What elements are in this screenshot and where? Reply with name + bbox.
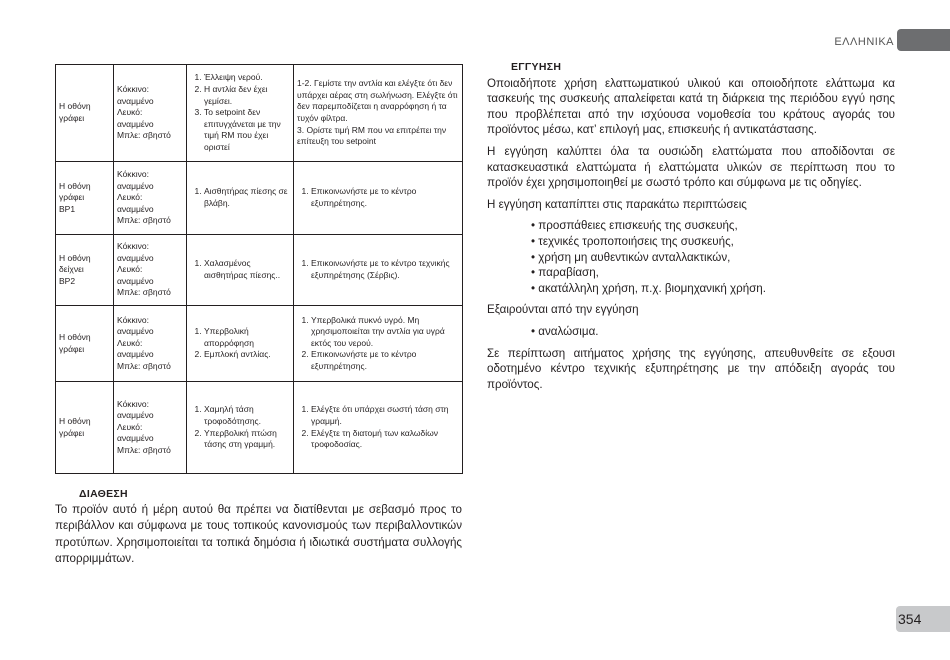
solution-item: 3. Ορίστε τιμή RM που να επιτρέπει την επίτευξη του setpoint <box>297 124 447 147</box>
page-number: 354 <box>898 611 922 627</box>
cause-item: 1. Έλλειψη νερού. <box>204 72 290 84</box>
solution-item: 1-2. Γεμίστε την αντλία και ελέγξτε ότι δεν υπάρχει αέρας στη σωλήνωση. Ελέγξτε ότι δεν παρεμποδίζεται η αναρρόφηση ή τα τυχόν φίλτρα. <box>297 78 458 123</box>
warranty-paragraph: Η εγγύηση καταπίπτει στις παρακάτω περιπτώσεις <box>487 197 747 211</box>
cause-item: 1. Υπερβολική απορρόφηση <box>204 326 290 349</box>
causes-cell <box>187 162 294 235</box>
list-item: • χρήση μη αυθεντικών ανταλλακτικών, <box>531 250 731 264</box>
troubleshooting-table <box>55 64 463 474</box>
solution-item: 1. Ελέγξτε ότι υπάρχει σωστή τάση στη γραμμή. <box>311 404 459 427</box>
lights-cell: Κόκκινο: αναμμένο Λευκό: αναμμένο Μπλε: σβηστό <box>114 235 187 306</box>
warranty-excluded-list <box>487 324 895 340</box>
solutions-cell <box>294 382 463 474</box>
table-row <box>56 382 463 474</box>
causes-cell <box>187 235 294 306</box>
list-item: • τεχνικές τροποποιήσεις της συσκευής, <box>531 234 734 248</box>
warranty-void-list <box>487 218 895 296</box>
display-cell: Η οθόνη γράφει <box>56 382 114 474</box>
table-row <box>56 235 463 306</box>
lights-cell: Κόκκινο: αναμμένο Λευκό: αναμμένο Μπλε: σβηστό <box>114 162 187 235</box>
cause-item: 1. Χαμηλή τάση τροφοδότησης. <box>204 404 290 427</box>
cause-item: 2. Εμπλοκή αντλίας. <box>204 349 290 361</box>
language-label: ΕΛΛΗΝΙΚΑ <box>834 36 894 48</box>
solutions-cell <box>294 162 463 235</box>
list-item: • προσπάθειες επισκευής της συσκευής, <box>531 219 738 233</box>
language-tab-marker <box>897 29 950 51</box>
cause-item: 1. Αισθητήρας πίεσης σε βλάβη. <box>204 186 290 209</box>
disposal-text: Το προϊόν αυτό ή μέρη αυτού θα πρέπει να διατίθενται με σεβασμό προς το περιβάλλον και σύμφωνα με τους τοπικούς κανονισμούς των περιβαλλοντικών προτύπων. Χρησιμοποιείται τα τοπικά δημόσια ή ιδιωτικά συστήματα συλλογής απορριμμάτων. <box>55 503 462 565</box>
cause-item: 2. Υπερβολική πτώση τάσης στη γραμμή. <box>204 428 290 451</box>
display-cell: Η οθόνη γράφει <box>56 65 114 162</box>
warranty-paragraph: Εξαιρούνται από την εγγύηση <box>487 303 639 317</box>
table-row <box>56 162 463 235</box>
table-row <box>56 306 463 382</box>
warranty-paragraph: Οποιαδήποτε χρήση ελαττωματικού υλικού και οποιοδήποτε ελάττωμα κα τασκευής της συσκευής απαλείφεται κατά τη διάρκεια της περιόδου εγγύ ησης που προβλέπεται από την ισχύουσα νομοθεσία του κράτους αγοράς του προϊόντος μέσω, κατ’ επιλογή μας, επισκευής ή αντικατάστασης. <box>487 76 895 137</box>
warranty-paragraph: Η εγγύηση καλύπτει όλα τα ουσιώδη ελαττώματα που αποδίδονται σε κατασκευαστικά ελαττώματα ή ελαττώματα υλικών σε περίπτωση που το προϊόν έχει χρησιμοποιηθεί με σωστό τρόπο και σύμφωνα με τις οδηγίες. <box>487 144 895 190</box>
cause-item: 1. Χαλασμένος αισθητήρας πίεσης.. <box>204 258 290 281</box>
display-cell: Η οθόνη γράφει <box>56 306 114 382</box>
list-item: • ακατάλληλη χρήση, π.χ. βιομηχανική χρήση. <box>531 281 766 295</box>
solutions-cell <box>294 235 463 306</box>
warranty-heading: ΕΓΓΥΗΣΗ <box>511 61 562 73</box>
causes-cell <box>187 382 294 474</box>
solution-item: 2. Ελέγξτε τη διατομή των καλωδίων τροφοδοσίας. <box>311 428 459 451</box>
disposal-section <box>55 486 462 567</box>
list-item: • αναλώσιμα. <box>531 324 599 338</box>
solution-item: 1. Επικοινωνήστε με το κέντρο τεχνικής εξυπηρέτησης (Σέρβις). <box>311 258 459 281</box>
solution-item: 1. Υπερβολικά πυκνό υγρό. Μη χρησιμοποιείται την αντλία για υγρά εκτός του νερού. <box>311 315 459 350</box>
solution-item: 2. Επικοινωνήστε με το κέντρο εξυπηρέτησης. <box>311 349 459 372</box>
list-item: • παραβίαση, <box>531 266 599 280</box>
causes-cell <box>187 306 294 382</box>
table-row <box>56 65 463 162</box>
solution-item: 1. Επικοινωνήστε με το κέντρο εξυπηρέτησης. <box>311 186 459 209</box>
lights-cell: Κόκκινο: αναμμένο Λευκό: αναμμένο Μπλε: σβηστό <box>114 65 187 162</box>
cause-item: 3. Το setpoint δεν επιτυγχάνεται με την τιμή RM που έχει οριστεί <box>204 107 290 153</box>
display-cell: Η οθόνη γράφει BP1 <box>56 162 114 235</box>
cause-item: 2. Η αντλία δεν έχει γεμίσει. <box>204 84 290 107</box>
disposal-heading: ΔΙΑΘΕΣΗ <box>79 488 128 500</box>
solutions-cell <box>294 65 463 162</box>
warranty-section <box>487 60 895 398</box>
warranty-paragraph: Σε περίπτωση αιτήματος χρήσης της εγγύησης, απευθυνθείτε σε εξουσι οδοτημένο κέντρο τεχνικής εξυπηρέτησης με την απόδειξη αγοράς του προϊόντος. <box>487 346 895 391</box>
causes-cell <box>187 65 294 162</box>
solutions-cell <box>294 306 463 382</box>
display-cell: Η οθόνη δείχνει BP2 <box>56 235 114 306</box>
lights-cell: Κόκκινο: αναμμένο Λευκό: αναμμένο Μπλε: σβηστό <box>114 306 187 382</box>
lights-cell: Κόκκινο: αναμμένο Λευκό: αναμμένο Μπλε: σβηστό <box>114 382 187 474</box>
